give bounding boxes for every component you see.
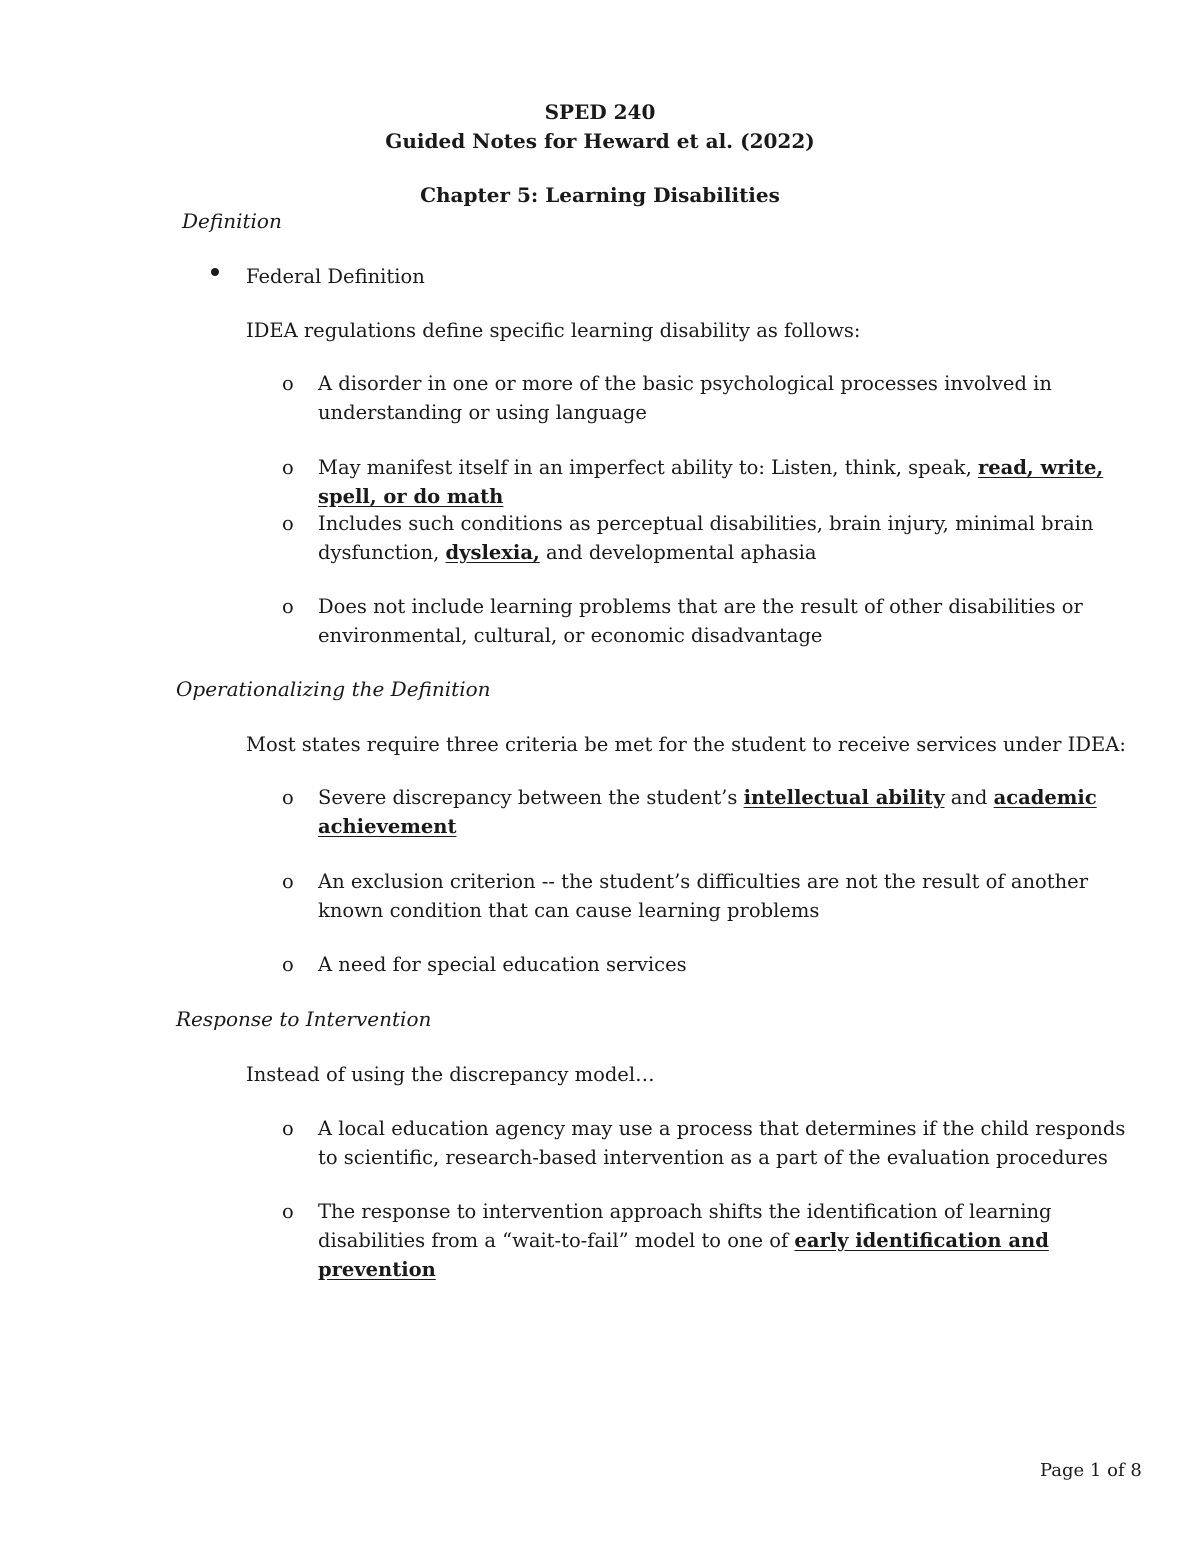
rti-intro: Instead of using the discrepancy model… — [246, 1063, 655, 1086]
answer-blank: read, write, spell, or do math — [318, 456, 1104, 508]
operationalizing-intro: Most states require three criteria be met for the student to receive services under IDEA: — [246, 733, 1126, 756]
answer-blank: academic achievement — [318, 786, 1097, 838]
criteria-item-2: An exclusion criterion -- the student’s difficulties are not the result of another known condition that can cause learning problems — [318, 870, 1089, 922]
answer-blank: early identification and prevention — [318, 1229, 1049, 1281]
definition-item-4: Does not include learning problems that are the result of other disabilities or environmental, cultural, or economic disadvantage — [318, 595, 1083, 647]
list-marker: o — [282, 786, 294, 809]
answer-blank: dyslexia, — [445, 541, 540, 564]
list-marker: o — [282, 870, 294, 893]
list-marker: o — [282, 1117, 294, 1140]
rti-item-1: A local education agency may use a process that determines if the child responds to scientific, research-based intervention as a part of the evaluation procedures — [318, 1117, 1126, 1169]
idea-intro: IDEA regulations define specific learning disability as follows: — [246, 319, 861, 342]
criteria-item-1-text: Severe discrepancy between the student’s — [318, 786, 744, 809]
list-marker: o — [282, 1200, 294, 1223]
definition-item-2 — [318, 453, 1138, 511]
bullet-icon — [211, 268, 219, 276]
document-subtitle: Guided Notes for Heward et al. (2022) — [385, 129, 815, 153]
section-heading-operationalizing: Operationalizing the Definition — [176, 677, 491, 701]
rti-item-2-text: The response to intervention approach shifts the identification of learning disabilities from a “wait-to-fail” model to one of — [318, 1200, 1052, 1252]
section-heading-rti: Response to Intervention — [176, 1007, 432, 1031]
definition-item-3 — [318, 509, 1138, 567]
definition-item-1: A disorder in one or more of the basic psychological processes involved in understanding or using language — [318, 372, 1052, 424]
chapter-title: Chapter 5: Learning Disabilities — [420, 183, 780, 207]
criteria-item-3: A need for special education services — [318, 953, 687, 976]
definition-item-3-tail: and developmental aphasia — [539, 541, 817, 564]
page-number: Page 1 of 8 — [1040, 1460, 1142, 1481]
list-marker: o — [282, 372, 294, 395]
section-heading-definition: Definition — [182, 209, 282, 233]
list-marker: o — [282, 953, 294, 976]
definition-item-3-text: Includes such conditions as perceptual disabilities, brain injury, minimal brain dysfunction, — [318, 512, 1094, 564]
list-marker: o — [282, 595, 294, 618]
definition-item-2-text: May manifest itself in an imperfect ability to: Listen, think, speak, — [318, 456, 978, 479]
criteria-item-1 — [318, 783, 1138, 841]
answer-blank: intellectual ability — [743, 786, 945, 809]
federal-definition-label: Federal Definition — [246, 265, 425, 288]
criteria-item-1-connector: and — [944, 786, 994, 809]
rti-item-2 — [318, 1197, 1138, 1284]
list-marker: o — [282, 456, 294, 479]
course-title: SPED 240 — [544, 100, 656, 124]
list-marker: o — [282, 512, 294, 535]
